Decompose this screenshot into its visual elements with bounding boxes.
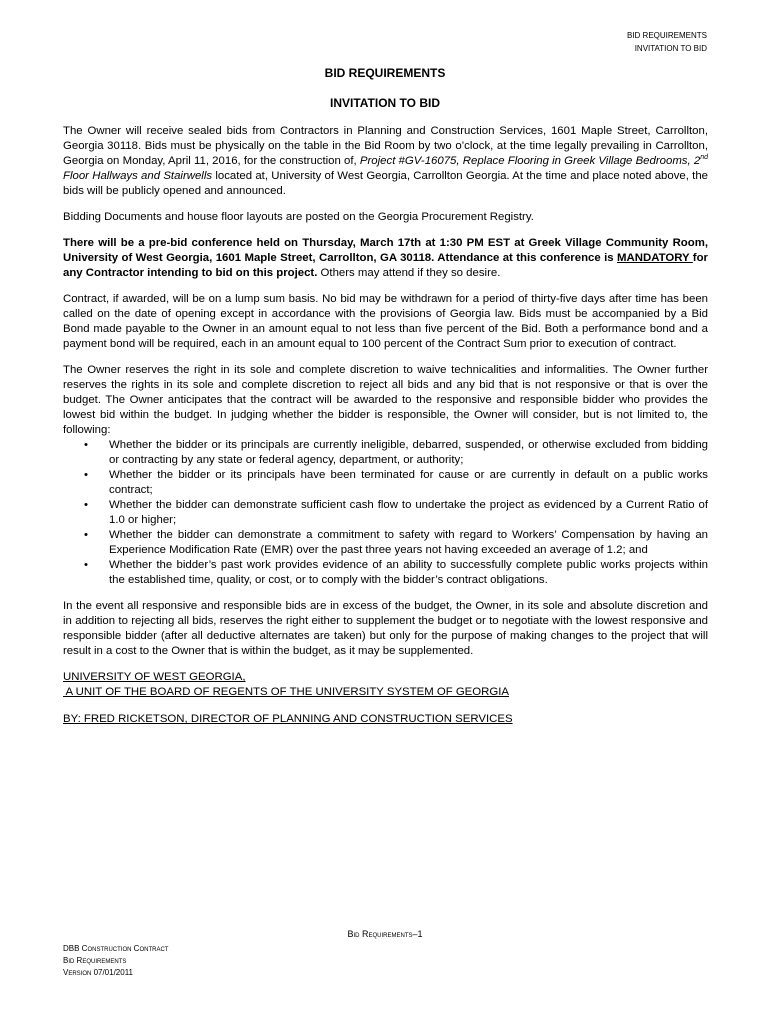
paragraph-owner-rights: The Owner reserves the right in its sole and complete discretion to waive technicalities and informalities. The Owner further reserves the rights in its sole and complete discretion to reject all bids and any bid that is not responsive or that is over the budget. The Owner anticipates that the contract will be awarded to the responsive and responsible bidder who provides the lowest bid within the budget. In judging whether the bidder is responsible, the Owner will consider, but is not limited to, the following: (63, 364, 708, 436)
header-line-2: INVITATION TO BID (634, 44, 707, 53)
paragraph-budget: In the event all responsive and responsible bids are in excess of the budget, the Owner, in its sole and absolute discretion and in addition to rejecting all bids, reserves the right either to supplement the budget or to negotiate with the lowest responsive and responsible bidder (after all deductive alternates are taken) but only for the purpose of making changes to the project that will result in a cost to the Owner that is within the budget, as it may be supplemented. (63, 600, 708, 657)
signature-line-2: A UNIT OF THE BOARD OF REGENTS OF THE UNIVERSITY SYSTEM OF GEORGIA (63, 686, 509, 698)
signature-line-1: UNIVERSITY OF WEST GEORGIA, (63, 671, 246, 683)
header-line-1: BID REQUIREMENTS (626, 31, 707, 40)
paragraph-bid-receipt (63, 124, 708, 199)
list-item: • Whether the bidder or its principals have been terminated for cause or are currently in default on a public works contract; (109, 468, 708, 498)
page-number: Bid Requirements–1 (347, 929, 423, 939)
document-body (63, 124, 708, 727)
list-item: • Whether the bidder or its principals are currently ineligible, debarred, suspended, or otherwise excluded from bidding or contracting by any state or federal agency, department, or authority; (109, 438, 708, 468)
page-footer (63, 943, 168, 979)
document-subtitle: INVITATION TO BID (330, 96, 440, 110)
paragraph-contract-terms: Contract, if awarded, will be on a lump sum basis. No bid may be withdrawn for a period of thirty-five days after time has been called on the date of opening except in accordance with the provisions of Georgia law. Bids must be accompanied by a Bid Bond made payable to the Owner in an amount equal to not less than five percent of the Bid. Both a performance bond and a payment bond will be required, each in an amount equal to 100 percent of the Contract Sum prior to execution of contract. (63, 293, 708, 350)
paragraph-text: The Owner will receive sealed bids from Contractors in Planning and Construction Services, 1601 Maple Street, Carrollton, Georgia 30118. Bids must be physically on the table in the Bid Room by two o’clock, at the time legally prevailing in Carrollton, Georgia on Monday, April 11, 2016, for the construction of, (63, 125, 708, 167)
paragraph-text: located at, University of West Georgia, Carrollton Georgia. At the time and place noted above, the bids will be publicly opened and announced. (63, 170, 708, 197)
conference-details: There will be a pre-bid conference held on Thursday, March 17th at 1:30 PM EST at Greek Village Community Room, University of West Georgia, 1601 Maple Street, Carrollton, GA 30118. Attendance at this conference is (63, 237, 708, 264)
signature-by: BY: FRED RICKETSON, DIRECTOR OF PLANNING AND CONSTRUCTION SERVICES (63, 713, 513, 725)
signature-block (63, 670, 708, 727)
list-item: • Whether the bidder’s past work provides evidence of an ability to successfully complete public works projects within the established time, quality, or cost, or to comply with the bidder’s contract obligations. (109, 558, 708, 588)
list-item: • Whether the bidder can demonstrate a commitment to safety with regard to Workers’ Compensation by having an Experience Modification Rate (EMR) over the past three years not having exceeded an average of 1.2; and (109, 528, 708, 558)
footer-line-3: Version 07/01/2011 (63, 968, 134, 977)
project-name-part: Floor Hallways and Stairwells (63, 170, 213, 182)
mandatory-label: MANDATORY (617, 252, 693, 264)
document-title: BID REQUIREMENTS (324, 66, 446, 80)
project-name-part: Project #GV-16075, Replace Flooring in Greek Village Bedrooms, 2 (359, 155, 701, 167)
responsibility-criteria-list (63, 438, 708, 588)
page-header (627, 29, 707, 55)
paragraph-documents: Bidding Documents and house floor layouts are posted on the Georgia Procurement Registry. (63, 211, 534, 223)
paragraph-prebid-conference (63, 236, 708, 281)
footer-line-1: DBB Construction Contract (63, 944, 169, 953)
list-item: • Whether the bidder can demonstrate sufficient cash flow to undertake the project as evidenced by a Current Ratio of 1.0 or higher; (109, 498, 708, 528)
paragraph-text: Others may attend if they so desire. (317, 267, 501, 279)
ordinal-suffix: nd (700, 154, 708, 162)
footer-line-2: Bid Requirements (63, 956, 127, 965)
conference-requirement: for any Contractor intending to bid on this project. (63, 252, 708, 279)
